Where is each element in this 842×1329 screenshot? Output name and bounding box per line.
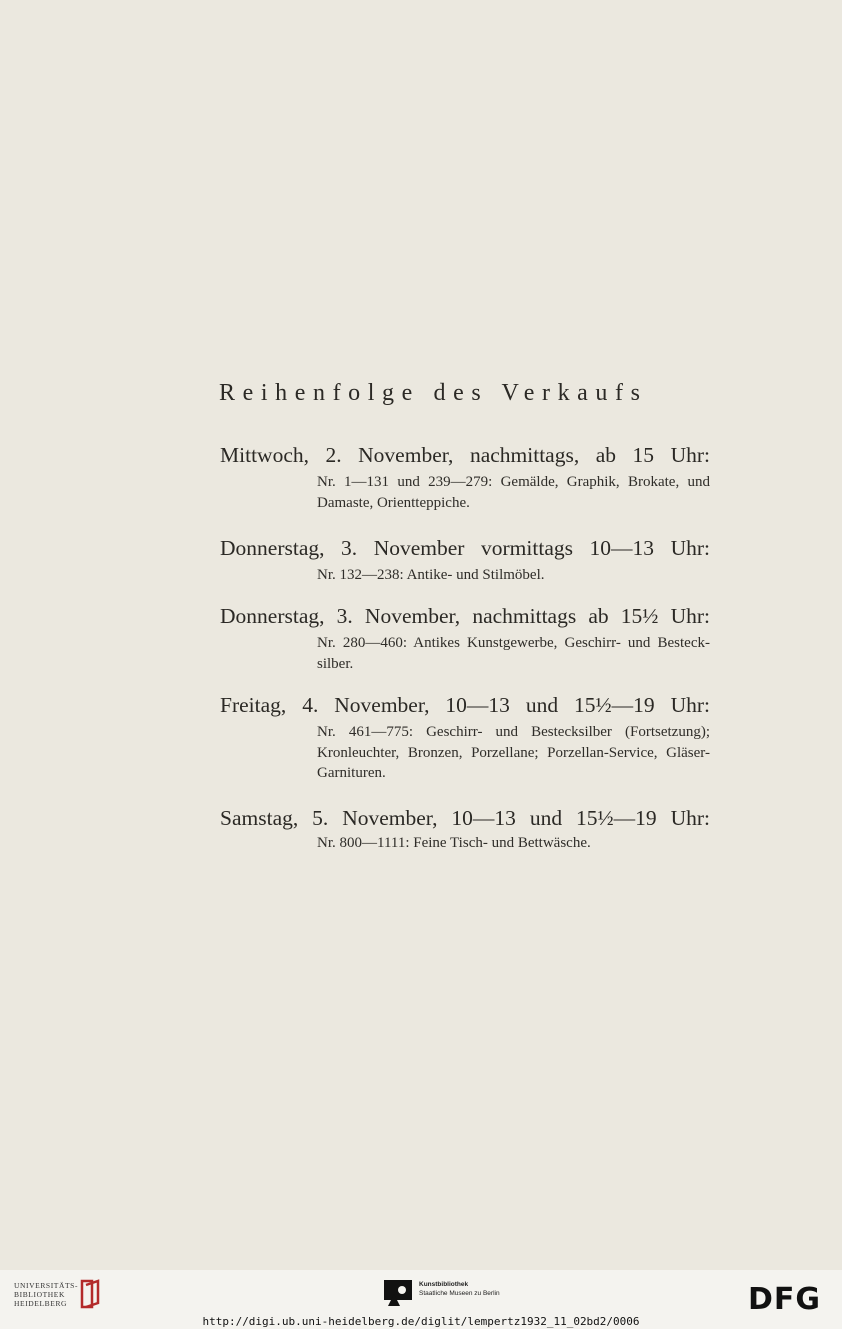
sale-description: Nr. 461—775: Geschirr- und Bestecksilber (Fortsetzung); Kronleuchter, Bronzen, Porzellane; Porzellan-Service, Gläser-Garnituren.: [317, 724, 710, 781]
sale-entry: [220, 692, 710, 784]
library-logo-icon[interactable]: [78, 1277, 102, 1311]
sale-description: Nr. 280—460: Antikes Kunstgewerbe, Geschirr- und Bestecksilber.: [317, 635, 710, 672]
kunstbibliothek-logo-icon[interactable]: [384, 1280, 412, 1306]
kunstbibliothek-label: Kunstbibliothek Staatliche Museen zu Berlin: [419, 1281, 500, 1297]
dfg-logo[interactable]: DFG: [748, 1282, 822, 1317]
sale-entry: [220, 442, 710, 513]
page-url[interactable]: http://digi.ub.uni-heidelberg.de/diglit/lempertz1932_11_02bd2/0006: [202, 1315, 640, 1328]
sale-description: Nr. 132—238: Antike- und Stilmöbel.: [317, 567, 545, 583]
sale-heading: Mittwoch, 2. November, nachmittags, ab 15 Uhr:: [220, 443, 710, 467]
page-title: Reihenfolge des Verkaufs: [219, 380, 648, 406]
sale-heading: Donnerstag, 3. November, nachmittags ab 15½ Uhr:: [220, 604, 710, 628]
sale-entry: [220, 535, 710, 586]
sale-description: Nr. 1—131 und 239—279: Gemälde, Graphik, Brokate, und Damaste, Orientteppiche.: [317, 474, 710, 511]
sale-heading: Freitag, 4. November, 10—13 und 15½—19 Uhr:: [220, 693, 710, 717]
sale-heading: Donnerstag, 3. November vormittags 10—13 Uhr:: [220, 536, 710, 560]
sale-entry: [220, 603, 710, 674]
sale-entry: [220, 805, 710, 854]
sale-heading: Samstag, 5. November, 10—13 und 15½—19 Uhr:: [220, 806, 710, 830]
library-name[interactable]: UNIVERSITÄTS- BIBLIOTHEK HEIDELBERG: [14, 1281, 79, 1308]
viewer-footer: [0, 1270, 842, 1329]
sale-description: Nr. 800—1111: Feine Tisch- und Bettwäsche.: [317, 835, 591, 851]
